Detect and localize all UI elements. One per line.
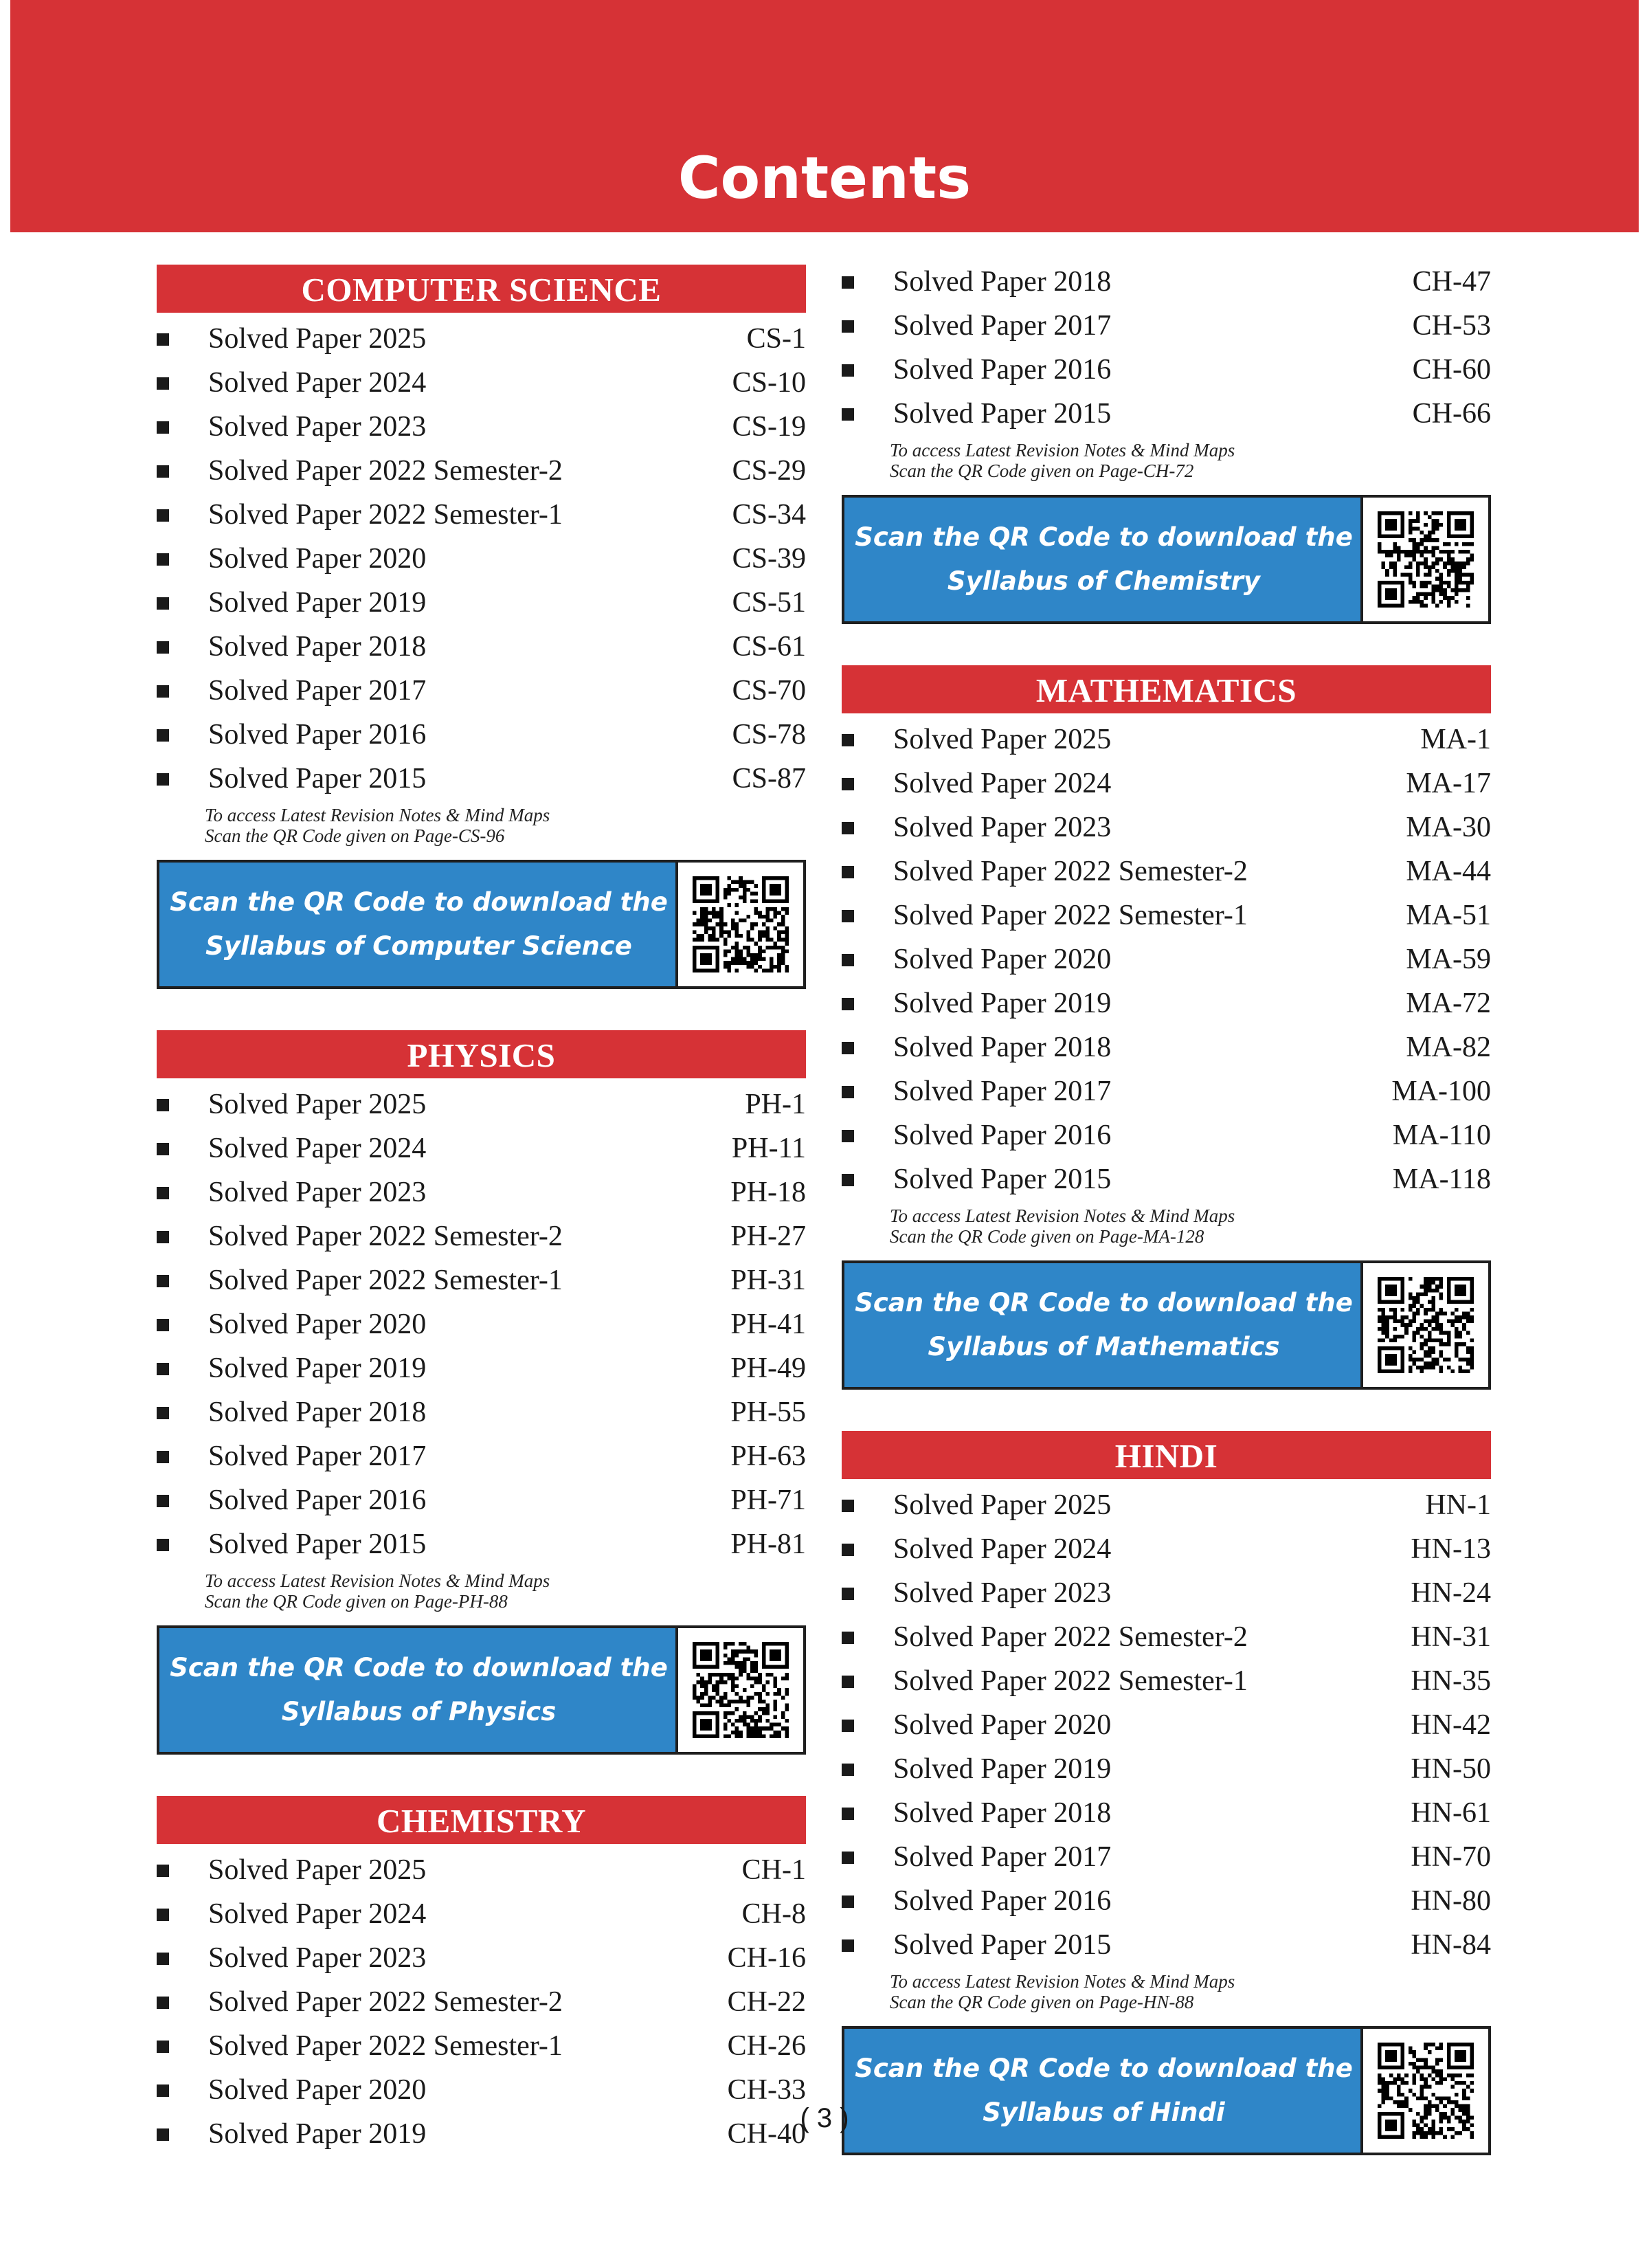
qr-caption: [159, 863, 678, 986]
entry-page: PH-49: [730, 1353, 806, 1384]
entry-title: Solved Paper 2015: [208, 763, 427, 794]
qr-caption-line: Scan the QR Code to download the: [170, 1653, 668, 1682]
entry-page: MA-51: [1406, 900, 1491, 931]
toc-entry[interactable]: [842, 1747, 1491, 1791]
entry-title: Solved Paper 2022 Semester-1: [893, 900, 1248, 931]
square-bullet-icon: [157, 1319, 169, 1331]
qr-caption-line: Syllabus of Chemistry: [947, 566, 1261, 596]
square-bullet-icon: [157, 1275, 169, 1287]
section-title: COMPUTER SCIENCE: [157, 265, 806, 313]
entry-title: Solved Paper 2025: [208, 1089, 427, 1120]
qr-code-icon[interactable]: [675, 863, 803, 986]
entry-list: [842, 713, 1491, 1201]
entry-title: Solved Paper 2015: [893, 1929, 1112, 1961]
note-line: To access Latest Revision Notes & Mind Maps: [205, 1570, 550, 1591]
entry-title: Solved Paper 2018: [893, 1032, 1112, 1063]
entry-title: Solved Paper 2022 Semester-2: [208, 1221, 563, 1252]
toc-entry[interactable]: [842, 1615, 1491, 1659]
toc-entry[interactable]: [842, 805, 1491, 849]
toc-entry[interactable]: [157, 493, 806, 537]
entry-title: Solved Paper 2025: [893, 1489, 1112, 1521]
entry-title: Solved Paper 2016: [893, 1885, 1112, 1917]
entry-title: Solved Paper 2019: [208, 2118, 427, 2150]
toc-entry[interactable]: [157, 1390, 806, 1434]
square-bullet-icon: [157, 641, 169, 654]
entry-page: HN-24: [1411, 1577, 1491, 1609]
entry-title: Solved Paper 2023: [208, 1942, 427, 1974]
square-bullet-icon: [157, 1865, 169, 1877]
entry-page: CH-60: [1412, 354, 1491, 386]
entry-list: [842, 256, 1491, 436]
square-bullet-icon: [157, 1997, 169, 2009]
entry-page: HN-70: [1411, 1841, 1491, 1873]
toc-entry[interactable]: [157, 2024, 806, 2068]
section-title: CHEMISTRY: [157, 1796, 806, 1844]
toc-entry[interactable]: [157, 1522, 806, 1566]
toc-entry[interactable]: [842, 1527, 1491, 1571]
entry-page: PH-27: [730, 1221, 806, 1252]
section-physics: [157, 1030, 806, 1755]
section-hindi: [842, 1431, 1491, 2155]
entry-page: MA-17: [1406, 768, 1491, 799]
page-title: Contents: [677, 144, 972, 212]
toc-entry[interactable]: [157, 757, 806, 801]
toc-entry[interactable]: [842, 1923, 1491, 1967]
toc-entry[interactable]: [157, 1170, 806, 1214]
section-computer-science: [157, 265, 806, 989]
square-bullet-icon: [842, 998, 854, 1010]
entry-page: CH-40: [727, 2118, 806, 2150]
square-bullet-icon: [842, 1174, 854, 1186]
entry-page: MA-44: [1406, 856, 1491, 887]
entry-page: CH-1: [741, 1854, 806, 1886]
square-bullet-icon: [157, 1909, 169, 1921]
entry-page: CS-61: [732, 631, 806, 663]
square-bullet-icon: [842, 954, 854, 966]
entry-title: Solved Paper 2016: [893, 354, 1112, 386]
entry-page: HN-80: [1411, 1885, 1491, 1917]
section-chemistry: [157, 1796, 806, 2156]
entry-title: Solved Paper 2024: [208, 367, 427, 399]
entry-title: Solved Paper 2023: [893, 1577, 1112, 1609]
entry-page: CH-66: [1412, 398, 1491, 430]
square-bullet-icon: [842, 408, 854, 421]
square-bullet-icon: [157, 685, 169, 698]
toc-entry[interactable]: [157, 1892, 806, 1936]
toc-entry[interactable]: [842, 761, 1491, 805]
square-bullet-icon: [157, 1539, 169, 1551]
entry-title: Solved Paper 2019: [893, 1753, 1112, 1785]
square-bullet-icon: [842, 778, 854, 790]
square-bullet-icon: [157, 1231, 169, 1243]
square-bullet-icon: [157, 421, 169, 434]
entry-page: CS-51: [732, 587, 806, 619]
entry-page: CS-29: [732, 455, 806, 487]
toc-entry[interactable]: [842, 1703, 1491, 1747]
square-bullet-icon: [842, 1764, 854, 1776]
square-bullet-icon: [842, 1544, 854, 1556]
entry-page: MA-72: [1406, 988, 1491, 1019]
entry-title: Solved Paper 2017: [893, 1841, 1112, 1873]
qr-caption: [844, 2029, 1363, 2153]
entry-page: MA-100: [1391, 1076, 1491, 1107]
square-bullet-icon: [842, 1500, 854, 1512]
entry-title: Solved Paper 2022 Semester-1: [208, 1265, 563, 1296]
entry-title: Solved Paper 2022 Semester-1: [208, 499, 563, 531]
toc-entry[interactable]: [842, 1025, 1491, 1069]
entry-page: CS-39: [732, 543, 806, 575]
square-bullet-icon: [157, 2041, 169, 2053]
page-number: ( 3 ): [800, 2103, 849, 2133]
entry-page: CH-33: [727, 2074, 806, 2106]
toc-entry[interactable]: [842, 1069, 1491, 1113]
square-bullet-icon: [842, 1086, 854, 1098]
toc-entry[interactable]: [842, 849, 1491, 893]
entry-title: Solved Paper 2017: [208, 1441, 427, 1472]
square-bullet-icon: [842, 1042, 854, 1054]
entry-page: PH-1: [745, 1089, 806, 1120]
toc-entry[interactable]: [842, 1483, 1491, 1527]
toc-entry[interactable]: [157, 537, 806, 581]
revision-note: [890, 440, 1491, 481]
entry-page: CH-22: [727, 1986, 806, 2018]
qr-code-icon[interactable]: [1360, 498, 1488, 621]
square-bullet-icon: [842, 1676, 854, 1688]
entry-page: HN-13: [1411, 1533, 1491, 1565]
square-bullet-icon: [842, 276, 854, 289]
qr-code-icon[interactable]: [1360, 1263, 1488, 1387]
entry-page: CS-87: [732, 763, 806, 794]
qr-caption-line: Syllabus of Hindi: [983, 2098, 1225, 2127]
entry-title: Solved Paper 2016: [893, 1120, 1112, 1151]
entry-page: CH-16: [727, 1942, 806, 1974]
entry-page: PH-41: [730, 1309, 806, 1340]
square-bullet-icon: [842, 866, 854, 878]
square-bullet-icon: [157, 465, 169, 478]
square-bullet-icon: [157, 1099, 169, 1111]
entry-page: CS-70: [732, 675, 806, 707]
entry-title: Solved Paper 2022 Semester-2: [208, 1986, 563, 2018]
toc-entry[interactable]: [842, 718, 1491, 761]
entry-page: HN-35: [1411, 1665, 1491, 1697]
toc-entry[interactable]: [842, 1791, 1491, 1835]
square-bullet-icon: [157, 377, 169, 390]
entry-title: Solved Paper 2015: [208, 1528, 427, 1560]
entry-page: CH-47: [1412, 266, 1491, 298]
square-bullet-icon: [157, 553, 169, 566]
entry-page: CS-1: [746, 323, 806, 355]
note-line: To access Latest Revision Notes & Mind Maps: [205, 805, 550, 825]
toc-entry[interactable]: [157, 1434, 806, 1478]
entry-page: HN-31: [1411, 1621, 1491, 1653]
square-bullet-icon: [842, 1632, 854, 1644]
entry-page: MA-110: [1392, 1120, 1491, 1151]
entry-page: MA-82: [1406, 1032, 1491, 1063]
note-line: To access Latest Revision Notes & Mind Maps: [890, 1971, 1235, 1992]
entry-page: PH-81: [730, 1528, 806, 1560]
entry-page: PH-71: [730, 1485, 806, 1516]
entry-title: Solved Paper 2019: [208, 1353, 427, 1384]
entry-title: Solved Paper 2020: [208, 2074, 427, 2106]
qr-caption-line: Scan the QR Code to download the: [855, 2054, 1353, 2083]
qr-caption: [844, 498, 1363, 621]
entry-title: Solved Paper 2015: [893, 398, 1112, 430]
toc-entry[interactable]: [157, 1302, 806, 1346]
entry-title: Solved Paper 2020: [893, 944, 1112, 975]
entry-title: Solved Paper 2022 Semester-2: [208, 455, 563, 487]
qr-caption: [844, 1263, 1363, 1387]
note-line: Scan the QR Code given on Page-CS-96: [205, 825, 505, 846]
qr-caption-line: Scan the QR Code to download the: [855, 522, 1353, 552]
entry-title: Solved Paper 2017: [893, 310, 1112, 342]
entry-title: Solved Paper 2025: [208, 1854, 427, 1886]
toc-entry[interactable]: [842, 260, 1491, 304]
entry-page: PH-18: [730, 1177, 806, 1208]
toc-entry[interactable]: [157, 669, 806, 713]
entry-page: MA-59: [1406, 944, 1491, 975]
entry-page: MA-118: [1392, 1164, 1491, 1195]
toc-entry[interactable]: [157, 581, 806, 625]
entry-title: Solved Paper 2016: [208, 1485, 427, 1516]
square-bullet-icon: [842, 1130, 854, 1142]
square-bullet-icon: [842, 1939, 854, 1952]
right-column: [842, 256, 1491, 2197]
entry-page: HN-84: [1411, 1929, 1491, 1961]
entry-title: Solved Paper 2017: [208, 675, 427, 707]
entry-page: CS-78: [732, 719, 806, 751]
syllabus-qr-box[interactable]: [842, 495, 1491, 624]
square-bullet-icon: [842, 822, 854, 834]
entry-title: Solved Paper 2020: [893, 1709, 1112, 1741]
entry-title: Solved Paper 2017: [893, 1076, 1112, 1107]
syllabus-qr-box[interactable]: [157, 860, 806, 989]
entry-page: HN-50: [1411, 1753, 1491, 1785]
entry-title: Solved Paper 2020: [208, 543, 427, 575]
entry-page: CH-8: [741, 1898, 806, 1930]
section-title: HINDI: [842, 1431, 1491, 1479]
qr-code-icon[interactable]: [675, 1628, 803, 1752]
square-bullet-icon: [157, 333, 169, 346]
note-line: Scan the QR Code given on Page-MA-128: [890, 1226, 1204, 1247]
section-title: PHYSICS: [157, 1030, 806, 1078]
toc-entry[interactable]: [842, 981, 1491, 1025]
toc-entry[interactable]: [842, 937, 1491, 981]
qr-caption-line: Scan the QR Code to download the: [855, 1288, 1353, 1318]
square-bullet-icon: [842, 1588, 854, 1600]
square-bullet-icon: [842, 1720, 854, 1732]
entry-title: Solved Paper 2022 Semester-1: [893, 1665, 1248, 1697]
qr-caption-line: Scan the QR Code to download the: [170, 887, 668, 917]
toc-entry[interactable]: [157, 1214, 806, 1258]
note-line: Scan the QR Code given on Page-HN-88: [890, 1992, 1194, 2012]
entry-page: MA-30: [1406, 812, 1491, 843]
square-bullet-icon: [157, 2084, 169, 2097]
entry-title: Solved Paper 2019: [893, 988, 1112, 1019]
square-bullet-icon: [157, 773, 169, 786]
entry-page: CS-19: [732, 411, 806, 443]
toc-entry[interactable]: [842, 392, 1491, 436]
entry-title: Solved Paper 2018: [208, 1397, 427, 1428]
toc-entry[interactable]: [842, 1157, 1491, 1201]
toc-entry[interactable]: [842, 304, 1491, 348]
toc-entry[interactable]: [157, 1126, 806, 1170]
entry-page: HN-61: [1411, 1797, 1491, 1829]
entry-page: CH-53: [1412, 310, 1491, 342]
entry-title: Solved Paper 2022 Semester-2: [893, 1621, 1248, 1653]
qr-caption-line: Syllabus of Computer Science: [205, 931, 632, 961]
revision-note: [890, 1971, 1491, 2012]
section-chemistry-continued: [842, 256, 1491, 624]
toc-entry[interactable]: [842, 1879, 1491, 1923]
revision-note: [205, 805, 806, 846]
toc-entry[interactable]: [842, 1835, 1491, 1879]
entry-title: Solved Paper 2019: [208, 587, 427, 619]
square-bullet-icon: [157, 1451, 169, 1463]
square-bullet-icon: [157, 509, 169, 522]
entry-title: Solved Paper 2018: [208, 631, 427, 663]
entry-page: CS-10: [732, 367, 806, 399]
square-bullet-icon: [157, 1143, 169, 1155]
entry-page: HN-1: [1425, 1489, 1491, 1521]
toc-entry[interactable]: [157, 1082, 806, 1126]
entry-title: Solved Paper 2024: [893, 768, 1112, 799]
entry-title: Solved Paper 2023: [893, 812, 1112, 843]
toc-entry[interactable]: [842, 1113, 1491, 1157]
entry-title: Solved Paper 2022 Semester-2: [893, 856, 1248, 887]
left-column: [157, 265, 806, 2197]
square-bullet-icon: [842, 1895, 854, 1908]
square-bullet-icon: [157, 729, 169, 742]
qr-caption: [159, 1628, 678, 1752]
qr-caption-line: Syllabus of Mathematics: [928, 1332, 1280, 1361]
toc-entry[interactable]: [157, 361, 806, 405]
entry-title: Solved Paper 2018: [893, 266, 1112, 298]
toc-entry[interactable]: [157, 1346, 806, 1390]
note-line: To access Latest Revision Notes & Mind Maps: [890, 440, 1235, 460]
revision-note: [890, 1205, 1491, 1247]
square-bullet-icon: [157, 1187, 169, 1199]
toc-entry[interactable]: [157, 713, 806, 757]
entry-title: Solved Paper 2023: [208, 411, 427, 443]
square-bullet-icon: [842, 734, 854, 746]
square-bullet-icon: [842, 320, 854, 333]
toc-entry[interactable]: [157, 317, 806, 361]
toc-entry[interactable]: [842, 348, 1491, 392]
entry-list: [157, 1078, 806, 1566]
note-line: To access Latest Revision Notes & Mind Maps: [890, 1205, 1235, 1226]
entry-title: Solved Paper 2024: [208, 1133, 427, 1164]
toc-entry[interactable]: [157, 449, 806, 493]
syllabus-qr-box[interactable]: [157, 1625, 806, 1755]
square-bullet-icon: [842, 1852, 854, 1864]
entry-page: PH-31: [730, 1265, 806, 1296]
square-bullet-icon: [157, 1363, 169, 1375]
entry-page: CH-26: [727, 2030, 806, 2062]
entry-title: Solved Paper 2018: [893, 1797, 1112, 1829]
square-bullet-icon: [842, 1808, 854, 1820]
entry-title: Solved Paper 2022 Semester-1: [208, 2030, 563, 2062]
toc-entry[interactable]: [157, 405, 806, 449]
entry-title: Solved Paper 2016: [208, 719, 427, 751]
qr-code-icon[interactable]: [1360, 2029, 1488, 2153]
entry-page: PH-55: [730, 1397, 806, 1428]
square-bullet-icon: [157, 1953, 169, 1965]
entry-title: Solved Paper 2025: [893, 724, 1112, 755]
toc-entry[interactable]: [157, 1478, 806, 1522]
square-bullet-icon: [842, 364, 854, 377]
note-line: Scan the QR Code given on Page-PH-88: [205, 1591, 508, 1612]
toc-entry[interactable]: [157, 1980, 806, 2024]
section-title: MATHEMATICS: [842, 665, 1491, 713]
entry-page: HN-42: [1411, 1709, 1491, 1741]
entry-title: Solved Paper 2025: [208, 323, 427, 355]
syllabus-qr-box[interactable]: [842, 1260, 1491, 1390]
toc-entry[interactable]: [842, 1659, 1491, 1703]
entry-title: Solved Paper 2023: [208, 1177, 427, 1208]
entry-title: Solved Paper 2024: [893, 1533, 1112, 1565]
entry-list: [842, 1479, 1491, 1967]
entry-page: CS-34: [732, 499, 806, 531]
square-bullet-icon: [842, 910, 854, 922]
entry-list: [157, 313, 806, 801]
toc-entry[interactable]: [842, 1571, 1491, 1615]
entry-page: MA-1: [1420, 724, 1491, 755]
entry-title: Solved Paper 2015: [893, 1164, 1112, 1195]
section-mathematics: [842, 665, 1491, 1390]
syllabus-qr-box[interactable]: [842, 2026, 1491, 2155]
toc-entry[interactable]: [842, 893, 1491, 937]
entry-page: PH-11: [731, 1133, 806, 1164]
toc-entry[interactable]: [157, 1258, 806, 1302]
square-bullet-icon: [157, 597, 169, 610]
square-bullet-icon: [157, 1495, 169, 1507]
entry-page: PH-63: [730, 1441, 806, 1472]
toc-entry[interactable]: [157, 625, 806, 669]
note-line: Scan the QR Code given on Page-CH-72: [890, 460, 1194, 481]
toc-entry[interactable]: [157, 1848, 806, 1892]
entry-title: Solved Paper 2020: [208, 1309, 427, 1340]
square-bullet-icon: [157, 1407, 169, 1419]
qr-caption-line: Syllabus of Physics: [281, 1697, 557, 1726]
entry-title: Solved Paper 2024: [208, 1898, 427, 1930]
toc-entry[interactable]: [157, 1936, 806, 1980]
revision-note: [205, 1570, 806, 1612]
